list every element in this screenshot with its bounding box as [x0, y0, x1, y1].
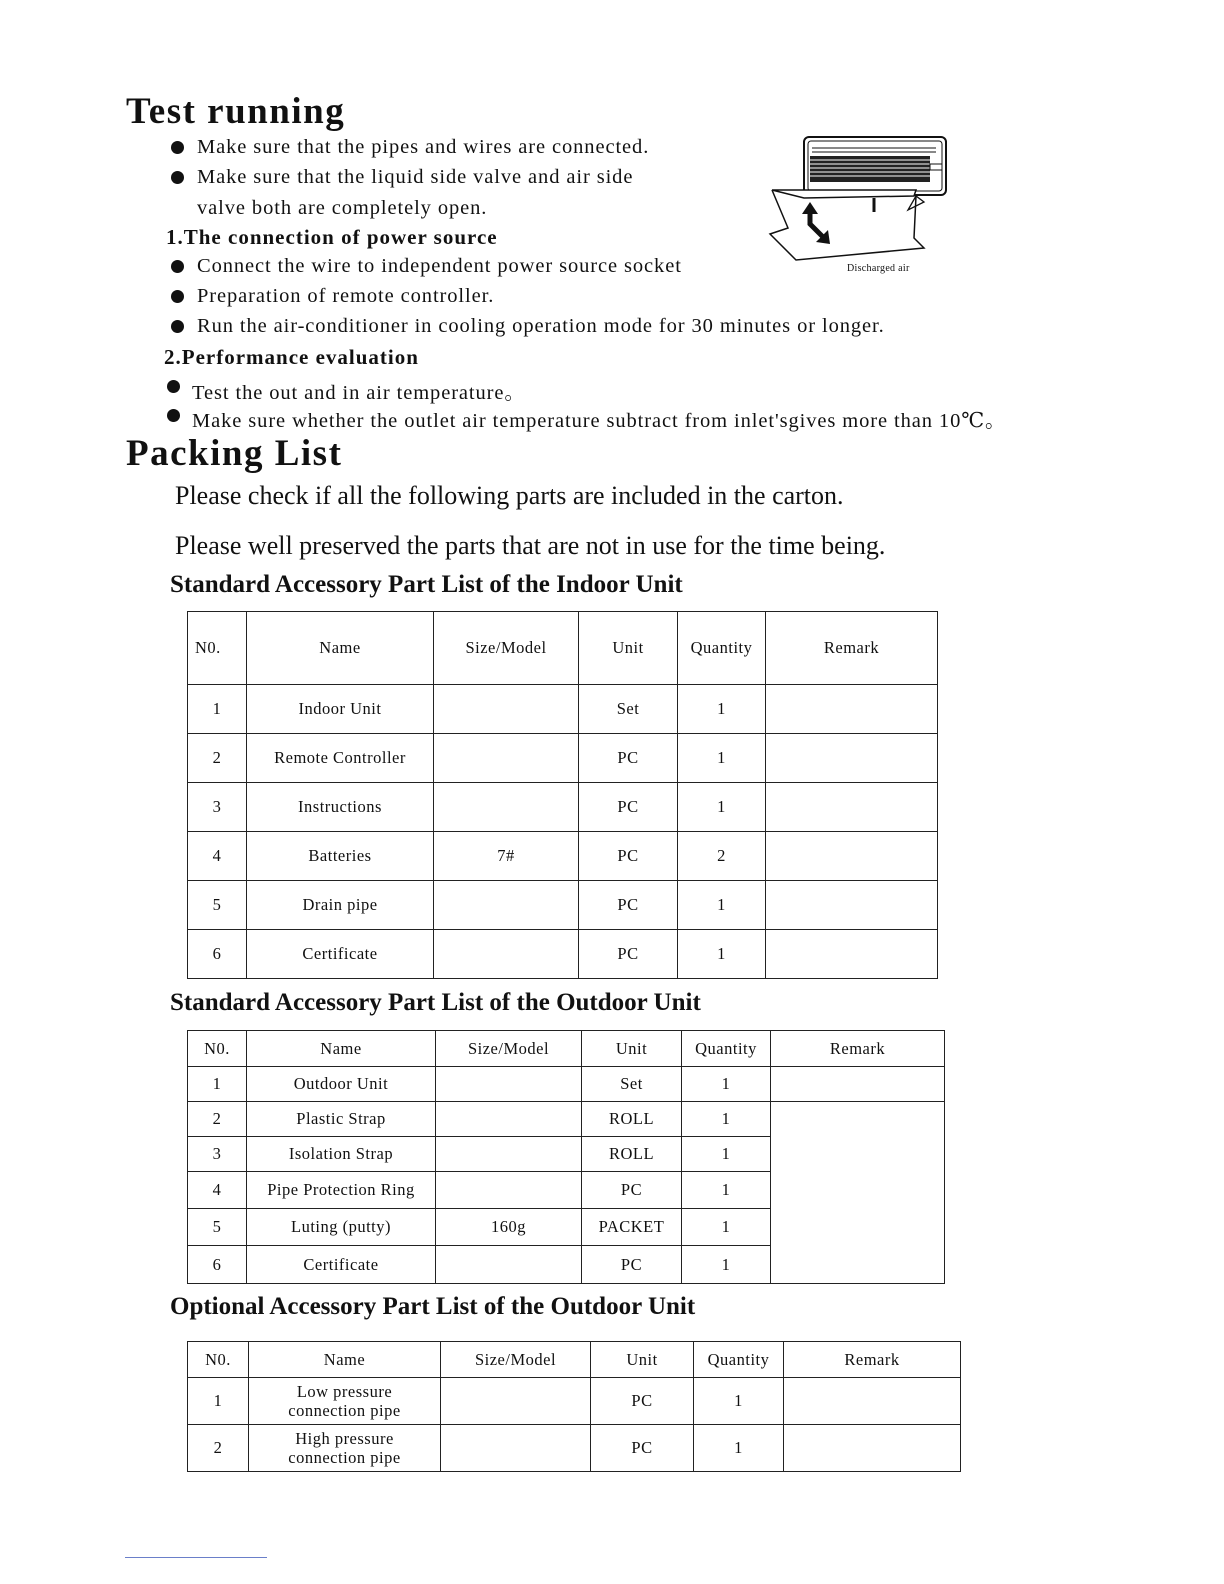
- cell-name-line-2: connection pipe: [288, 1448, 401, 1467]
- cell-name-line-1: Low pressure: [296, 1382, 393, 1401]
- table-row: [188, 832, 938, 881]
- cell-unit: ROLL: [582, 1137, 682, 1172]
- cell-quantity: 2: [678, 832, 766, 881]
- cell-name: Pipe Protection Ring: [247, 1172, 436, 1209]
- cell-name: Isolation Strap: [247, 1137, 436, 1172]
- cell-name-line-2: connection pipe: [288, 1401, 401, 1420]
- cell-size-model: [434, 783, 579, 832]
- optional-table-title: Optional Accessory Part List of the Outdoor Unit: [170, 1293, 696, 1320]
- cell-no: 2: [188, 1102, 247, 1137]
- cell-no: 1: [188, 685, 247, 734]
- cell-quantity: 1: [682, 1067, 771, 1102]
- header-name: Name: [247, 1031, 436, 1067]
- cell-quantity: 1: [682, 1209, 771, 1246]
- cell-size-model: [434, 734, 579, 783]
- cell-unit: Set: [582, 1067, 682, 1102]
- cell-unit: PC: [579, 881, 678, 930]
- test-bullet-2-cont: valve both are completely open.: [197, 197, 488, 219]
- table-row: [188, 734, 938, 783]
- cell-remark: [766, 783, 938, 832]
- cell-unit: PC: [579, 930, 678, 979]
- header-name: Name: [249, 1342, 441, 1378]
- power-bullet-2: Preparation of remote controller.: [197, 285, 495, 307]
- cell-name: Batteries: [247, 832, 434, 881]
- table-row: [188, 685, 938, 734]
- header-remark: Remark: [766, 612, 938, 685]
- cell-unit: PC: [591, 1425, 694, 1472]
- header-remark: Remark: [771, 1031, 945, 1067]
- cell-quantity: 1: [682, 1102, 771, 1137]
- perf-bullet-2: Make sure whether the outlet air temperature subtract from inlet'sgives more than 10℃。: [192, 410, 1007, 432]
- table-row: [188, 1425, 961, 1472]
- section-1-title: 1.The connection of power source: [166, 225, 498, 249]
- cell-name: Luting (putty): [247, 1209, 436, 1246]
- cell-quantity: 1: [678, 783, 766, 832]
- cell-quantity: 1: [694, 1425, 784, 1472]
- header-unit: Unit: [579, 612, 678, 685]
- cell-no: 6: [188, 930, 247, 979]
- cell-name: [249, 1378, 441, 1425]
- figure-caption: Discharged air: [847, 263, 910, 274]
- table-row: [188, 1067, 945, 1102]
- cell-size-model: [441, 1425, 591, 1472]
- header-no: N0.: [188, 1342, 249, 1378]
- section-2-title: 2.Performance evaluation: [164, 345, 419, 369]
- cell-name: Remote Controller: [247, 734, 434, 783]
- bullet-dot: [171, 171, 184, 184]
- indoor-accessory-table: [187, 611, 938, 979]
- header-name: Name: [247, 612, 434, 685]
- cell-name-line-1: High pressure: [295, 1429, 394, 1448]
- power-bullet-1: Connect the wire to independent power source socket: [197, 255, 682, 277]
- header-no: N0.: [188, 612, 247, 685]
- cell-no: 4: [188, 832, 247, 881]
- cell-size-model: [434, 685, 579, 734]
- header-quantity: Quantity: [694, 1342, 784, 1378]
- header-remark: Remark: [784, 1342, 961, 1378]
- header-quantity: Quantity: [678, 612, 766, 685]
- cell-no: 3: [188, 783, 247, 832]
- footer-rule: [125, 1557, 267, 1558]
- cell-no: 2: [188, 1425, 249, 1472]
- cell-remark: [784, 1425, 961, 1472]
- cell-quantity: 1: [678, 881, 766, 930]
- bullet-dot: [171, 320, 184, 333]
- cell-quantity: 1: [678, 685, 766, 734]
- cell-size-model: [436, 1246, 582, 1284]
- cell-no: 4: [188, 1172, 247, 1209]
- cell-name: Drain pipe: [247, 881, 434, 930]
- cell-unit: Set: [579, 685, 678, 734]
- cell-size-model: [436, 1067, 582, 1102]
- table-header-row: [188, 1342, 961, 1378]
- header-unit: Unit: [582, 1031, 682, 1067]
- cell-unit: PC: [582, 1172, 682, 1209]
- cell-name: Plastic Strap: [247, 1102, 436, 1137]
- packing-list-title: Packing List: [126, 433, 343, 474]
- optional-accessory-table: [187, 1341, 961, 1472]
- bullet-dot: [167, 380, 180, 393]
- table-header-row: [188, 612, 938, 685]
- header-size-model: Size/Model: [441, 1342, 591, 1378]
- air-conditioner-illustration: [766, 132, 956, 267]
- cell-quantity: 1: [682, 1172, 771, 1209]
- table-header-row: [188, 1031, 945, 1067]
- cell-unit: PC: [579, 832, 678, 881]
- cell-size-model: [436, 1172, 582, 1209]
- cell-unit: PACKET: [582, 1209, 682, 1246]
- cell-no: 6: [188, 1246, 247, 1284]
- cell-size-model: [436, 1137, 582, 1172]
- intro-line-1: Please check if all the following parts are included in the carton.: [175, 481, 844, 510]
- cell-unit: PC: [582, 1246, 682, 1284]
- cell-no: 5: [188, 1209, 247, 1246]
- cell-quantity: 1: [682, 1246, 771, 1284]
- cell-name: Certificate: [247, 1246, 436, 1284]
- header-size-model: Size/Model: [434, 612, 579, 685]
- cell-size-model: [436, 1102, 582, 1137]
- bullet-dot: [171, 290, 184, 303]
- table-row: [188, 1378, 961, 1425]
- cell-name: Outdoor Unit: [247, 1067, 436, 1102]
- test-running-title: Test running: [126, 91, 346, 132]
- cell-name: Indoor Unit: [247, 685, 434, 734]
- cell-quantity: 1: [682, 1137, 771, 1172]
- header-unit: Unit: [591, 1342, 694, 1378]
- cell-size-model: 7#: [434, 832, 579, 881]
- bullet-dot: [171, 141, 184, 154]
- cell-no: 1: [188, 1378, 249, 1425]
- cell-remark: [766, 685, 938, 734]
- cell-remark: [766, 832, 938, 881]
- table-row: [188, 783, 938, 832]
- test-bullet-1: Make sure that the pipes and wires are connected.: [197, 136, 650, 158]
- cell-name: Certificate: [247, 930, 434, 979]
- cell-size-model: 160g: [436, 1209, 582, 1246]
- power-bullet-3: Run the air-conditioner in cooling operation mode for 30 minutes or longer.: [197, 315, 885, 337]
- bullet-dot: [167, 409, 180, 422]
- cell-unit: PC: [579, 783, 678, 832]
- cell-unit: ROLL: [582, 1102, 682, 1137]
- cell-remark: [766, 930, 938, 979]
- cell-name: [249, 1425, 441, 1472]
- cell-size-model: [434, 881, 579, 930]
- cell-name: Instructions: [247, 783, 434, 832]
- test-bullet-2: Make sure that the liquid side valve and air side: [197, 166, 634, 188]
- indoor-table-title: Standard Accessory Part List of the Indoor Unit: [170, 571, 683, 598]
- cell-quantity: 1: [678, 734, 766, 783]
- cell-remark: [784, 1378, 961, 1425]
- cell-quantity: 1: [694, 1378, 784, 1425]
- cell-unit: PC: [591, 1378, 694, 1425]
- table-row: [188, 1102, 945, 1137]
- cell-size-model: [441, 1378, 591, 1425]
- cell-unit: PC: [579, 734, 678, 783]
- cell-remark: [766, 881, 938, 930]
- intro-line-2: Please well preserved the parts that are not in use for the time being.: [175, 531, 886, 560]
- outdoor-table-title: Standard Accessory Part List of the Outdoor Unit: [170, 989, 701, 1016]
- cell-no: 5: [188, 881, 247, 930]
- bullet-dot: [171, 260, 184, 273]
- cell-size-model: [434, 930, 579, 979]
- cell-remark: [771, 1067, 945, 1102]
- outdoor-accessory-table: [187, 1030, 945, 1284]
- cell-no: 3: [188, 1137, 247, 1172]
- header-size-model: Size/Model: [436, 1031, 582, 1067]
- cell-no: 2: [188, 734, 247, 783]
- header-quantity: Quantity: [682, 1031, 771, 1067]
- table-row: [188, 930, 938, 979]
- header-no: N0.: [188, 1031, 247, 1067]
- cell-no: 1: [188, 1067, 247, 1102]
- cell-remark-merged: [771, 1102, 945, 1284]
- cell-remark: [766, 734, 938, 783]
- table-row: [188, 881, 938, 930]
- cell-quantity: 1: [678, 930, 766, 979]
- perf-bullet-1: Test the out and in air temperature。: [192, 382, 526, 404]
